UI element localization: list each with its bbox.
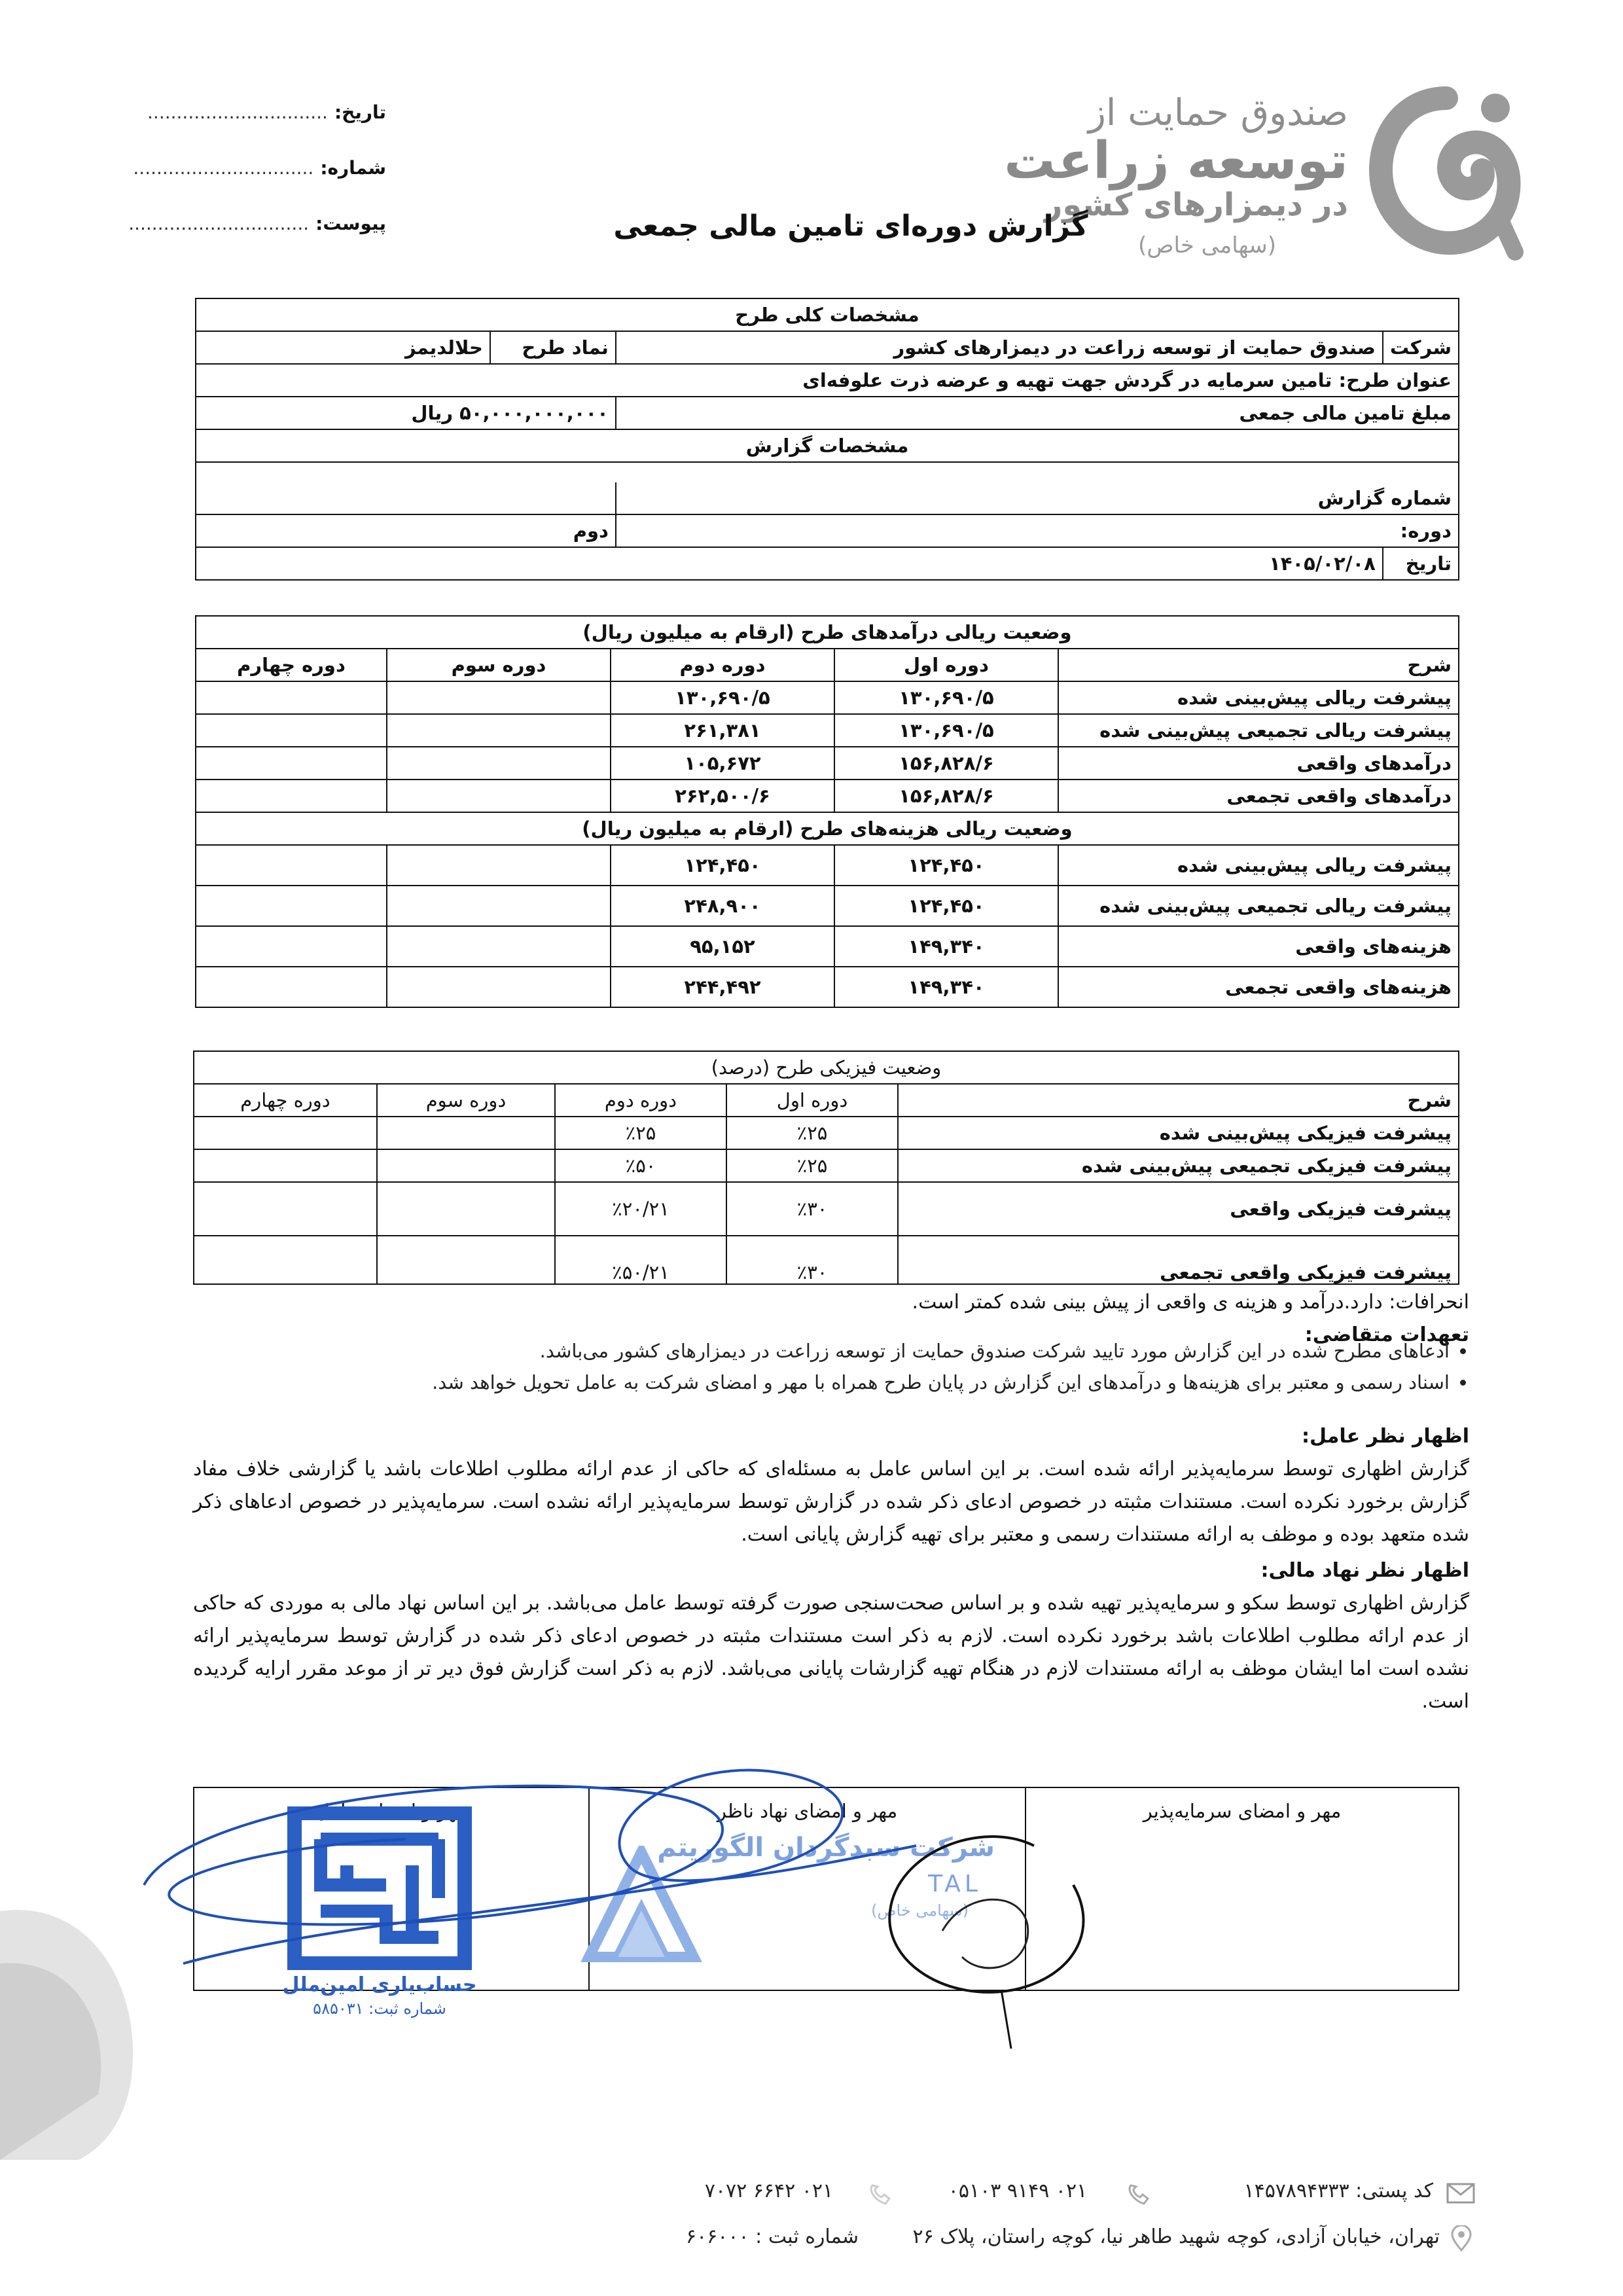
physical-row-label: پیشرفت فیزیکی واقعی	[898, 1182, 1459, 1236]
general-section-title: مشخصات کلی طرح	[196, 298, 1459, 331]
symbol-label: نماد طرح	[490, 331, 616, 364]
agent-stamp-text: حساب‌یاری امین‌ملل	[282, 1973, 477, 1996]
fi-opinion-title-text: اظهار نظر نهاد مالی:	[1260, 1559, 1469, 1582]
revenue-row-p2: ۱۳۰,۶۹۰/۵	[611, 681, 834, 714]
supervisor-stamp-sub: (سهامی خاص)	[871, 1901, 969, 1920]
commitments-title-text: تعهدات متقاضی:	[1304, 1323, 1469, 1346]
revenue-row-p1: ۱۳۰,۶۹۰/۵	[834, 714, 1058, 747]
logo-text	[982, 92, 1348, 295]
physical-row-p3	[377, 1149, 555, 1182]
company-label: شرکت	[1383, 331, 1459, 364]
physical-row-p3	[377, 1117, 555, 1149]
symbol-value: حلالدیمز	[196, 331, 490, 364]
date-line	[147, 101, 386, 123]
agent-signature-cell: مهر و امضای عامل	[194, 1787, 589, 1990]
physical-row-p2: ٪۵۰/۲۱	[555, 1236, 726, 1284]
supervisor-stamp-en: TAL	[928, 1871, 982, 1897]
physical-row-p4	[194, 1117, 377, 1149]
table-row	[194, 1117, 1459, 1149]
blank-row	[196, 462, 1459, 482]
cost-row-p3	[387, 886, 611, 926]
table-row	[196, 967, 1459, 1007]
table-row	[196, 747, 1459, 780]
phys-header-p4: دوره چهارم	[194, 1084, 377, 1117]
postal-line	[1106, 2179, 1433, 2202]
registration-number: شماره ثبت : ۶۰۶۰۰۰	[685, 2225, 859, 2248]
physical-row-p4	[194, 1236, 377, 1284]
physical-row-p4	[194, 1182, 377, 1236]
revenue-row-label: درآمدهای واقعی	[1058, 747, 1459, 780]
deviations-text: انحرافات: دارد.درآمد و هزینه ی واقعی از پیش بینی شده کمتر است.	[912, 1291, 1469, 1314]
list-item: • ادعاهای مطرح شده در این گزارش مورد تایید شرکت صندوق حمایت از توسعه زراعت در دیمزارهای کشور می‌باشد.	[193, 1335, 1450, 1367]
revenue-row-p1: ۱۵۶,۸۲۸/۶	[834, 747, 1058, 780]
fund-logo-icon	[1368, 85, 1525, 262]
revenue-row-p1: ۱۵۶,۸۲۸/۶	[834, 780, 1058, 812]
physical-row-p2: ٪۲۰/۲۱	[555, 1182, 726, 1236]
amount-label: مبلغ تامین مالی جمعی	[616, 397, 1459, 429]
revenue-row-label: پیشرفت ریالی تجمیعی پیش‌بینی شده	[1058, 714, 1459, 747]
revenue-row-p4	[196, 681, 387, 714]
agent-opinion-title-text: اظهار نظر عامل:	[1301, 1425, 1469, 1448]
physical-row-p1: ٪۲۵	[726, 1117, 898, 1149]
table-row	[196, 714, 1459, 747]
fin-header-p2: دوره دوم	[611, 649, 834, 681]
physical-row-p3	[377, 1182, 555, 1236]
company-value: صندوق حمایت از توسعه زراعت در دیمزارهای کشور	[616, 331, 1383, 364]
cost-row-p4	[196, 967, 387, 1007]
date-label: تاریخ:	[334, 101, 386, 123]
postal-code: ۱۴۵۷۸۹۴۳۳۳	[1243, 2179, 1349, 2202]
investee-signature-cell: مهر و امضای سرمایه‌پذیر	[1026, 1787, 1459, 1990]
cost-row-p3	[387, 845, 611, 886]
cost-row-p2: ۲۴۸,۹۰۰	[611, 886, 834, 926]
physical-row-p1: ٪۳۰	[726, 1182, 898, 1236]
logo-line1: صندوق حمایت از	[1088, 92, 1348, 134]
cost-row-p1: ۱۲۴,۴۵۰	[834, 845, 1058, 886]
physical-row-p2: ٪۲۵	[555, 1117, 726, 1149]
cost-row-p3	[387, 926, 611, 967]
financial-table	[195, 615, 1459, 1008]
revenue-title: وضعیت ریالی درآمدهای طرح (ارقام به میلیون ریال)	[196, 616, 1459, 649]
table-row	[196, 681, 1459, 714]
physical-row-p1: ٪۳۰	[726, 1236, 898, 1284]
cost-row-p2: ۱۲۴,۴۵۰	[611, 845, 834, 886]
revenue-row-p1: ۱۳۰,۶۹۰/۵	[834, 681, 1058, 714]
attachment-label: پیوست:	[315, 213, 386, 234]
physical-title: وضعیت فیزیکی طرح (درصد)	[194, 1051, 1459, 1084]
general-specs-table	[195, 298, 1459, 581]
report-date-label: تاریخ	[1383, 547, 1459, 580]
cost-row-label: هزینه‌های واقعی تجمعی	[1058, 967, 1459, 1007]
revenue-row-p2: ۱۰۵,۶۷۲	[611, 747, 834, 780]
supervisor-signature-cell: مهر و امضای نهاد ناظر	[589, 1787, 1026, 1990]
date-dots: ...............................	[147, 101, 328, 123]
revenue-row-label: درآمدهای واقعی تجمعی	[1058, 780, 1459, 812]
phys-header-p1: دوره اول	[726, 1084, 898, 1117]
table-row	[196, 886, 1459, 926]
revenue-row-label: پیشرفت ریالی پیش‌بینی شده	[1058, 681, 1459, 714]
logo-line4: (سهامی خاص)	[1138, 232, 1276, 259]
physical-row-label: پیشرفت فیزیکی تجمیعی پیش‌بینی شده	[898, 1149, 1459, 1182]
physical-row-p4	[194, 1149, 377, 1182]
table-row	[196, 780, 1459, 812]
table-row	[196, 845, 1459, 886]
document-title: گزارش دوره‌ای تامین مالی جمعی	[613, 209, 1088, 243]
cost-row-p4	[196, 845, 387, 886]
phys-header-p3: دوره سوم	[377, 1084, 555, 1117]
number-dots: ...............................	[133, 157, 314, 179]
cost-row-p3	[387, 967, 611, 1007]
report-section-title: مشخصات گزارش	[196, 429, 1459, 462]
revenue-row-p3	[387, 681, 611, 714]
number-line	[133, 157, 386, 179]
fin-header-p4: دوره چهارم	[196, 649, 387, 681]
envelope-icon	[1446, 2183, 1475, 2204]
logo-line2: توسعه زراعت	[1004, 132, 1348, 190]
cost-title: وضعیت ریالی هزینه‌های طرح (ارقام به میلیون ریال)	[196, 812, 1459, 845]
physical-row-p1: ٪۲۵	[726, 1149, 898, 1182]
period-label: دوره:	[616, 514, 1459, 547]
agent-opinion-text: گزارش اظهاری توسط سرمایه‌پذیر ارائه شده است. بر این اساس عامل به مسئله‌ای که حاکی از عدم ارائه مطلوب اطلاعات باشد یا گزارشی خلاف مفاد گزارش برخورد نکرده است. مستندات مثبته در خصوص ادعای ذکر شده در گزارش توسط سرمایه‌پذیر ارائه نشده است. سرمایه‌پذیر در خصوص ادعاهای ذکر شده متعهد بوده و موظف به ارائه مستندات رسمی و معتبر برای تهیه گزارش پایانی است.	[193, 1458, 1469, 1546]
logo-line3: در دیمزارهای کشور	[1044, 187, 1348, 223]
revenue-row-p2: ۲۶۱,۳۸۱	[611, 714, 834, 747]
phone-icon	[1126, 2183, 1152, 2206]
cost-row-p4	[196, 926, 387, 967]
number-label: شماره:	[320, 157, 386, 179]
phys-header-p2: دوره دوم	[555, 1084, 726, 1117]
supervisor-stamp-text: شرکت سبدگردان الگوریتم	[657, 1833, 995, 1863]
cost-row-label: پیشرفت ریالی پیش‌بینی شده	[1058, 845, 1459, 886]
report-number-value	[196, 482, 616, 514]
cost-row-p1: ۱۲۴,۴۵۰	[834, 886, 1058, 926]
revenue-row-p3	[387, 747, 611, 780]
cost-row-p1: ۱۴۹,۳۴۰	[834, 926, 1058, 967]
cost-row-p2: ۹۵,۱۵۲	[611, 926, 834, 967]
fin-header-desc: شرح	[1058, 649, 1459, 681]
revenue-row-p4	[196, 747, 387, 780]
table-row	[196, 926, 1459, 967]
cost-row-p4	[196, 886, 387, 926]
revenue-row-p4	[196, 714, 387, 747]
physical-row-label: پیشرفت فیزیکی پیش‌بینی شده	[898, 1117, 1459, 1149]
cost-row-label: هزینه‌های واقعی	[1058, 926, 1459, 967]
physical-row-p2: ٪۵۰	[555, 1149, 726, 1182]
attachment-dots: ...............................	[128, 213, 310, 234]
report-number-label: شماره گزارش	[616, 482, 1459, 514]
cost-row-p2: ۲۴۴,۴۹۲	[611, 967, 834, 1007]
revenue-row-p3	[387, 780, 611, 812]
postal-label: کد پستی:	[1355, 2179, 1433, 2202]
physical-row-label: پیشرفت فیزیکی واقعی تجمعی	[898, 1236, 1459, 1284]
agent-stamp-reg: شماره ثبت: ۵۸۵۰۳۱	[313, 2000, 446, 2018]
fin-header-p3: دوره سوم	[387, 649, 611, 681]
agent-opinion-title	[193, 1420, 1469, 1453]
revenue-row-p2: ۲۶۲,۵۰۰/۶	[611, 780, 834, 812]
fi-opinion-text: گزارش اظهاری توسط سکو و سرمایه‌پذیر تهیه شده و بر اساس صحت‌سنجی صورت گرفته توسط عامل می‌باشد. بر این اساس نهاد مالی به موردی که حاکی از عدم ارائه مطلوب اطلاعات باشد برخورد نکرده است. لازم به ذکر است مستندات مثبته در خصوص ادعای ذکر شده در گزارش توسط سرمایه‌پذیر ارائه نشده است اما ایشان موظف به ارائه مستندات لازم در هنگام تهیه گزارشات پایانی می‌باشد. لازم به ذکر است گزارش فوق دیر تر از موعد مقرر ارایه گردیده است.	[193, 1592, 1469, 1713]
revenue-row-p4	[196, 780, 387, 812]
fi-opinion-title	[193, 1554, 1469, 1587]
fax-icon	[867, 2183, 893, 2206]
report-date-value: ۱۴۰۵/۰۲/۰۸	[196, 547, 1383, 580]
table-row	[194, 1149, 1459, 1182]
cost-row-label: پیشرفت ریالی تجمیعی پیش‌بینی شده	[1058, 886, 1459, 926]
fin-header-p1: دوره اول	[834, 649, 1058, 681]
list-item: • اسناد رسمی و معتبر برای هزینه‌ها و درآمدهای این گزارش در پایان طرح همراه با مهر و امضای شرکت به عامل تحویل خواهد شد.	[193, 1367, 1450, 1398]
location-pin-icon	[1450, 2225, 1473, 2251]
attachment-line	[128, 213, 386, 234]
amount-value: ۵۰,۰۰۰,۰۰۰,۰۰۰ ریال	[196, 397, 616, 429]
table-row	[194, 1236, 1459, 1284]
commitments-list	[193, 1335, 1495, 1398]
project-title: عنوان طرح: تامین سرمایه در گردش جهت تهیه و عرضه ذرت علوفه‌ای	[196, 364, 1459, 397]
phone1: ۰۵۱۰۳ ۹۱۴۹ ۰۲۱	[948, 2179, 1088, 2202]
phone2: ۷۰۷۲ ۶۶۴۲ ۰۲۱	[704, 2179, 834, 2202]
table-row	[194, 1182, 1459, 1236]
physical-row-p3	[377, 1236, 555, 1284]
cost-row-p1: ۱۴۹,۳۴۰	[834, 967, 1058, 1007]
phys-header-desc: شرح	[898, 1084, 1459, 1117]
revenue-row-p3	[387, 714, 611, 747]
decorative-swoosh-icon	[0, 1885, 458, 2160]
address: تهران، خیابان آزادی، کوچه شهید طاهر نیا، کوچه راستان، پلاک ۲۶	[912, 2225, 1440, 2248]
physical-table	[193, 1050, 1459, 1285]
period-value: دوم	[196, 514, 616, 547]
